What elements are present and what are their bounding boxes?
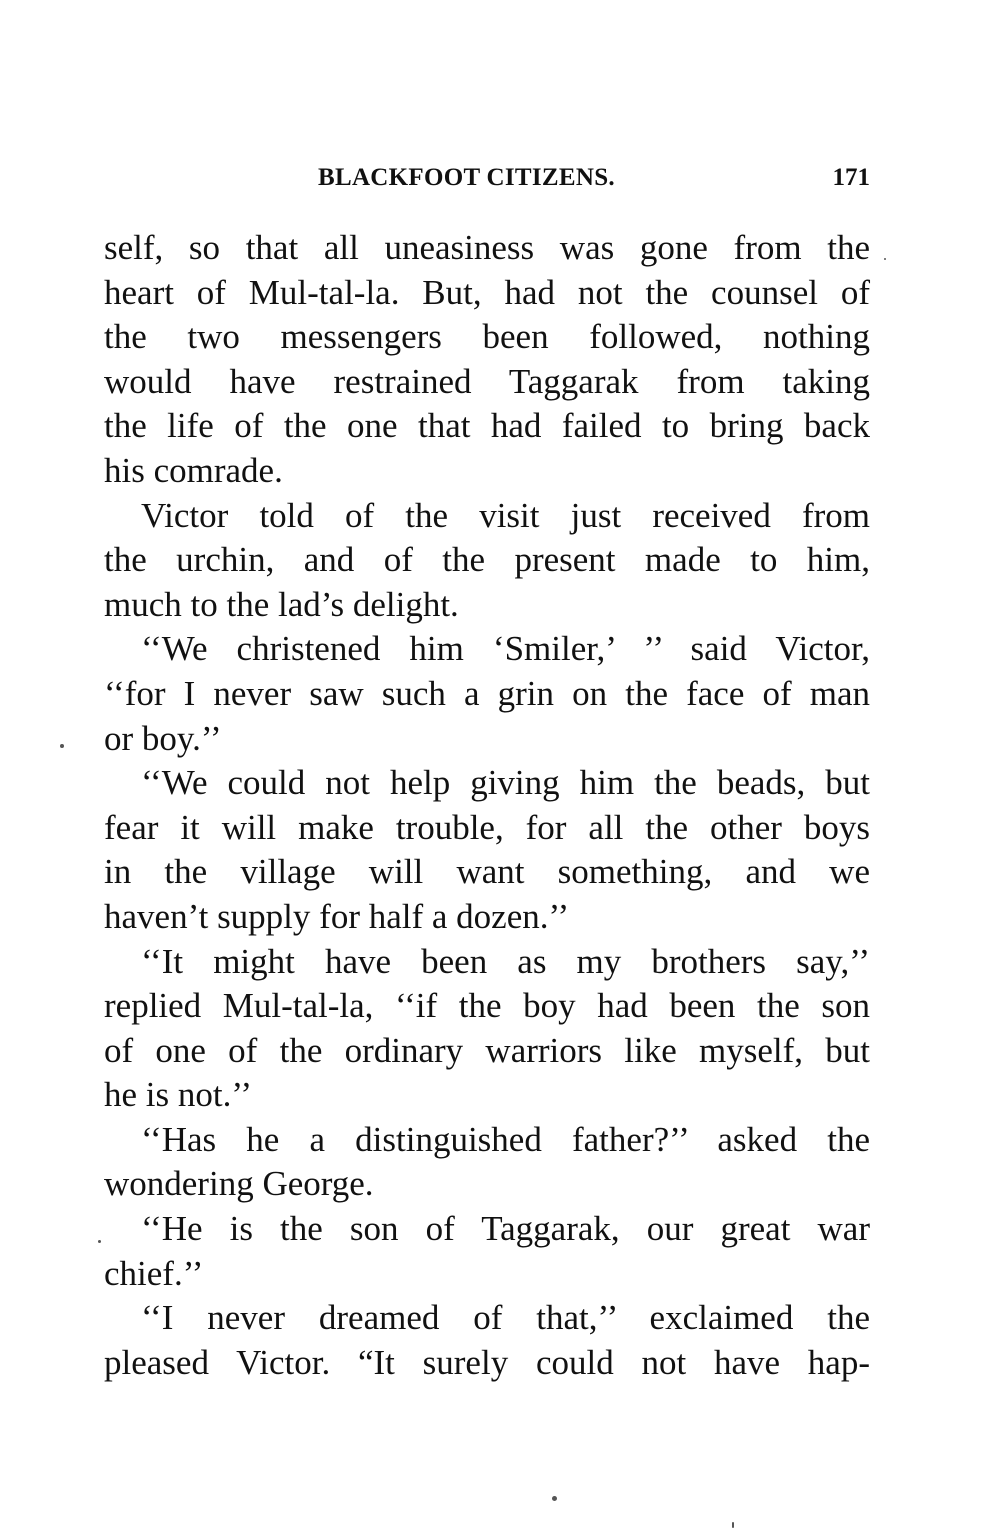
text-line: ‘‘It might have been as my brothers say,’’: [141, 941, 870, 981]
text-line: ‘‘I never dreamed of that,’’ exclaimed the: [141, 1298, 870, 1338]
page-number: 171: [832, 164, 870, 191]
text-line: fear it will make trouble, for all the other boys: [104, 807, 870, 847]
speck: [884, 258, 886, 260]
running-head: [104, 164, 870, 198]
text-line: the urchin, and of the present made to him,: [104, 540, 870, 580]
text-line: or boy.’’: [104, 718, 222, 758]
text-line: heart of Mul-tal-la. But, had not the counsel of: [104, 272, 870, 312]
text-line: he is not.’’: [104, 1075, 253, 1115]
text-line: ‘‘Has he a distinguished father?’’ asked the: [141, 1119, 870, 1159]
text-line: ‘‘for I never saw such a grin on the face of man: [104, 673, 870, 713]
text-line: chief.’’: [104, 1253, 204, 1293]
speck: [98, 1240, 101, 1243]
text-line: ‘‘We could not help giving him the beads, but: [141, 763, 870, 803]
text-line: in the village will want something, and we: [104, 852, 870, 892]
text-line: haven’t supply for half a dozen.’’: [104, 896, 570, 936]
text-line: of one of the ordinary warriors like myself, but: [104, 1030, 870, 1070]
text-line: wondering George.: [104, 1164, 374, 1204]
text-line: replied Mul-tal-la, ‘‘if the boy had been the son: [104, 986, 870, 1026]
speck: [552, 1496, 557, 1501]
text-line: would have restrained Taggarak from taking: [104, 361, 870, 401]
text-line: Victor told of the visit just received from: [141, 495, 870, 535]
text-line: ‘‘We christened him ‘Smiler,’ ’’ said Victor,: [141, 629, 870, 669]
speck: [732, 1522, 734, 1528]
text-line: the life of the one that had failed to bring back: [104, 406, 870, 446]
text-line: pleased Victor. “It surely could not have hap-: [104, 1342, 870, 1382]
text-line: his comrade.: [104, 450, 283, 490]
text-line: self, so that all uneasiness was gone from the: [104, 228, 870, 267]
speck: [60, 744, 64, 748]
text-line: much to the lad’s delight.: [104, 584, 459, 624]
body-text: [104, 226, 870, 1385]
text-line: ‘‘He is the son of Taggarak, our great war: [141, 1209, 870, 1249]
running-title: BLACKFOOT CITIZENS.: [318, 164, 615, 191]
text-line: the two messengers been followed, nothing: [104, 317, 870, 357]
